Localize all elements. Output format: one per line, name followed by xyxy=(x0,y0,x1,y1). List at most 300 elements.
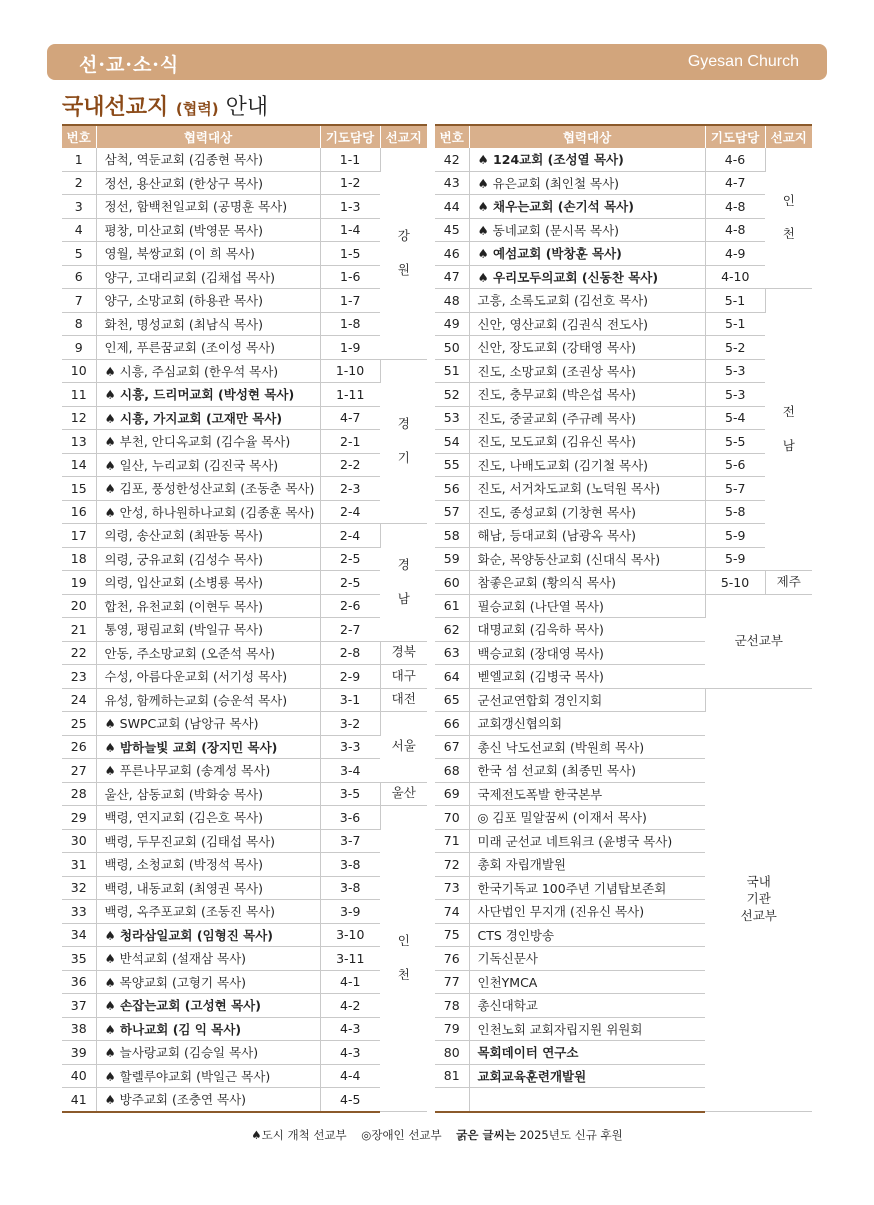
prayer-code: 2-1 xyxy=(320,430,380,454)
section-banner xyxy=(47,44,827,80)
mission-region: 강 원 xyxy=(380,148,427,359)
table-body-left xyxy=(62,148,427,1112)
partner-name: 목회데이터 연구소 xyxy=(469,1041,705,1065)
partner-name: 참좋은교회 (황의식 목사) xyxy=(469,571,705,595)
prayer-code: 2-5 xyxy=(320,547,380,571)
row-number: 80 xyxy=(435,1041,469,1065)
table-row xyxy=(435,148,812,171)
partner-name: 백령, 내동교회 (최영권 목사) xyxy=(96,876,320,900)
partner-name: 진도, 중굴교회 (주규례 목사) xyxy=(469,406,705,430)
prayer-code: 4-7 xyxy=(705,171,765,195)
table-row xyxy=(435,242,812,266)
row-number: 10 xyxy=(62,359,96,383)
row-number: 14 xyxy=(62,453,96,477)
row-number: 35 xyxy=(62,947,96,971)
partner-name: 백승교회 (장대영 목사) xyxy=(469,641,705,665)
partner-name: ◎ 김포 밀알꿈씨 (이재서 목사) xyxy=(469,806,705,830)
table-row xyxy=(62,171,427,195)
partner-name: 화천, 명성교회 (최남식 목사) xyxy=(96,312,320,336)
row-number: 15 xyxy=(62,477,96,501)
table-row xyxy=(62,524,427,548)
prayer-code: 3-10 xyxy=(320,923,380,947)
partner-name: 사단법인 무지개 (진유신 목사) xyxy=(469,900,705,924)
partner-name: 진도, 모도교회 (김유신 목사) xyxy=(469,430,705,454)
row-number: 46 xyxy=(435,242,469,266)
row-number: 23 xyxy=(62,665,96,689)
partner-name: 총신대학교 xyxy=(469,994,705,1018)
partner-name: 인천노회 교회자립지원 위원회 xyxy=(469,1017,705,1041)
row-number: 36 xyxy=(62,970,96,994)
row-number: 13 xyxy=(62,430,96,454)
page-title xyxy=(62,90,268,121)
row-number: 29 xyxy=(62,806,96,830)
partner-name: 고흥, 소록도교회 (김선호 목사) xyxy=(469,289,705,313)
partner-name: ♠ 일산, 누리교회 (김진국 목사) xyxy=(96,453,320,477)
row-number: 24 xyxy=(62,688,96,712)
prayer-code: 3-2 xyxy=(320,712,380,736)
partner-name: 총신 낙도선교회 (박원희 목사) xyxy=(469,735,705,759)
partner-name: 진도, 종성교회 (기창현 목사) xyxy=(469,500,705,524)
mission-region: 대전 xyxy=(380,688,427,712)
partner-name: 대명교회 (김욱하 목사) xyxy=(469,618,705,642)
partner-name: 의령, 궁유교회 (김성수 목사) xyxy=(96,547,320,571)
legend-urban: ♠도시 개척 선교부 xyxy=(251,1128,347,1142)
row-number: 67 xyxy=(435,735,469,759)
row-number: 47 xyxy=(435,265,469,289)
partner-name xyxy=(469,1088,705,1112)
table-row xyxy=(62,994,427,1018)
row-number: 61 xyxy=(435,594,469,618)
partner-name: ♠ 우리모두의교회 (신동찬 목사) xyxy=(469,265,705,289)
partner-name: 백령, 옥주포교회 (조동진 목사) xyxy=(96,900,320,924)
prayer-code: 5-2 xyxy=(705,336,765,360)
prayer-code: 5-1 xyxy=(705,312,765,336)
table-row xyxy=(62,900,427,924)
table-row xyxy=(62,547,427,571)
mission-region: 대구 xyxy=(380,665,427,689)
partner-name: 평창, 미산교회 (박영문 목사) xyxy=(96,218,320,242)
partner-name: ♠ 청라삼일교회 (임형진 목사) xyxy=(96,923,320,947)
prayer-code: 4-9 xyxy=(705,242,765,266)
table-row xyxy=(62,1041,427,1065)
row-number: 55 xyxy=(435,453,469,477)
partner-name: ♠ 부천, 안디옥교회 (김수율 목사) xyxy=(96,430,320,454)
partner-name: 안동, 주소망교회 (오준석 목사) xyxy=(96,641,320,665)
prayer-code: 1-1 xyxy=(320,148,380,171)
prayer-code: 1-6 xyxy=(320,265,380,289)
row-number: 77 xyxy=(435,970,469,994)
row-number: 28 xyxy=(62,782,96,806)
row-number: 79 xyxy=(435,1017,469,1041)
partner-name: 교회교육훈련개발원 xyxy=(469,1064,705,1088)
prayer-code: 5-5 xyxy=(705,430,765,454)
prayer-code: 2-4 xyxy=(320,524,380,548)
partner-name: 백령, 소청교회 (박정석 목사) xyxy=(96,853,320,877)
partner-name: 진도, 서거차도교회 (노덕원 목사) xyxy=(469,477,705,501)
row-number: 52 xyxy=(435,383,469,407)
partner-name: 진도, 나배도교회 (김기철 목사) xyxy=(469,453,705,477)
table-row xyxy=(62,1088,427,1112)
table-row xyxy=(62,148,427,171)
table-row xyxy=(435,430,812,454)
row-number: 56 xyxy=(435,477,469,501)
partner-name: 필승교회 (나단열 목사) xyxy=(469,594,705,618)
partner-name: 정선, 용산교회 (한상구 목사) xyxy=(96,171,320,195)
prayer-code: 2-3 xyxy=(320,477,380,501)
col-num: 번호 xyxy=(435,126,469,148)
prayer-code: 4-6 xyxy=(705,148,765,171)
partner-name: 군선교연합회 경인지회 xyxy=(469,688,705,712)
legend-bold-label: 굵은 글씨는 xyxy=(456,1128,516,1142)
table-row xyxy=(62,500,427,524)
table-row xyxy=(435,336,812,360)
col-prayer: 기도담당 xyxy=(320,126,380,148)
mission-region: 인 천 xyxy=(765,148,812,289)
row-number: 26 xyxy=(62,735,96,759)
row-number: 62 xyxy=(435,618,469,642)
partner-name: 해남, 등대교회 (남광옥 목사) xyxy=(469,524,705,548)
partner-name: 의령, 입산교회 (소병룡 목사) xyxy=(96,571,320,595)
row-number: 27 xyxy=(62,759,96,783)
legend-disabled: ◎장애인 선교부 xyxy=(361,1128,442,1142)
row-number: 7 xyxy=(62,289,96,313)
partner-name: ♠ 시흥, 드리머교회 (박성현 목사) xyxy=(96,383,320,407)
partner-name: ♠ 하나교회 (김 익 목사) xyxy=(96,1017,320,1041)
partner-name: ♠ 손잡는교회 (고성현 목사) xyxy=(96,994,320,1018)
row-number: 5 xyxy=(62,242,96,266)
partner-name: 국제전도폭발 한국본부 xyxy=(469,782,705,806)
prayer-code: 5-1 xyxy=(705,289,765,313)
row-number xyxy=(435,1088,469,1112)
row-number: 41 xyxy=(62,1088,96,1112)
prayer-code: 4-10 xyxy=(705,265,765,289)
table-row xyxy=(435,547,812,571)
partner-name: 한국기독교 100주년 기념탑보존회 xyxy=(469,876,705,900)
table-row xyxy=(62,1064,427,1088)
mission-region: 경북 xyxy=(380,641,427,665)
table-row xyxy=(435,688,812,712)
row-number: 17 xyxy=(62,524,96,548)
prayer-code: 5-8 xyxy=(705,500,765,524)
row-number: 63 xyxy=(435,641,469,665)
prayer-code: 3-7 xyxy=(320,829,380,853)
table-row xyxy=(435,500,812,524)
partner-name: 인천YMCA xyxy=(469,970,705,994)
table-row xyxy=(62,289,427,313)
table-row xyxy=(62,688,427,712)
prayer-code: 5-4 xyxy=(705,406,765,430)
partner-name: 정선, 함백천일교회 (공명훈 목사) xyxy=(96,195,320,219)
row-number: 33 xyxy=(62,900,96,924)
partner-name: 벧엘교회 (김병국 목사) xyxy=(469,665,705,689)
partner-name: ♠ 반석교회 (설재삼 목사) xyxy=(96,947,320,971)
mission-region: 경 남 xyxy=(380,524,427,642)
col-num: 번호 xyxy=(62,126,96,148)
row-number: 9 xyxy=(62,336,96,360)
partner-name: 진도, 소망교회 (조권상 목사) xyxy=(469,359,705,383)
row-number: 71 xyxy=(435,829,469,853)
prayer-code: 5-9 xyxy=(705,524,765,548)
row-number: 45 xyxy=(435,218,469,242)
col-mission: 선교지 xyxy=(380,126,427,148)
row-number: 60 xyxy=(435,571,469,595)
row-number: 22 xyxy=(62,641,96,665)
row-number: 65 xyxy=(435,688,469,712)
prayer-code: 1-7 xyxy=(320,289,380,313)
prayer-code: 5-6 xyxy=(705,453,765,477)
row-number: 2 xyxy=(62,171,96,195)
partner-name: 신안, 장도교회 (강태영 목사) xyxy=(469,336,705,360)
prayer-code: 1-9 xyxy=(320,336,380,360)
table-row xyxy=(435,524,812,548)
prayer-code: 4-5 xyxy=(320,1088,380,1112)
prayer-code: 3-11 xyxy=(320,947,380,971)
prayer-code: 3-5 xyxy=(320,782,380,806)
table-row xyxy=(62,312,427,336)
row-number: 38 xyxy=(62,1017,96,1041)
row-number: 58 xyxy=(435,524,469,548)
table-row xyxy=(62,242,427,266)
prayer-code: 2-6 xyxy=(320,594,380,618)
row-number: 32 xyxy=(62,876,96,900)
row-number: 31 xyxy=(62,853,96,877)
mission-region: 경 기 xyxy=(380,359,427,524)
row-number: 68 xyxy=(435,759,469,783)
partner-name: 미래 군선교 네트워크 (윤병국 목사) xyxy=(469,829,705,853)
col-prayer: 기도담당 xyxy=(705,126,765,148)
partner-name: CTS 경인방송 xyxy=(469,923,705,947)
table-row xyxy=(62,265,427,289)
partner-name: 신안, 영산교회 (김권식 전도사) xyxy=(469,312,705,336)
prayer-code: 4-1 xyxy=(320,970,380,994)
partner-name: ♠ 동네교회 (문시목 목사) xyxy=(469,218,705,242)
prayer-code: 1-10 xyxy=(320,359,380,383)
table-row xyxy=(435,594,812,618)
row-number: 37 xyxy=(62,994,96,1018)
table-row xyxy=(62,641,427,665)
prayer-code: 1-5 xyxy=(320,242,380,266)
mission-group: 군선교부 xyxy=(705,594,812,688)
row-number: 57 xyxy=(435,500,469,524)
partner-name: ♠ 124교회 (조성열 목사) xyxy=(469,148,705,171)
row-number: 11 xyxy=(62,383,96,407)
mission-region: 울산 xyxy=(380,782,427,806)
prayer-code: 5-7 xyxy=(705,477,765,501)
row-number: 44 xyxy=(435,195,469,219)
row-number: 49 xyxy=(435,312,469,336)
partner-name: ♠ 안성, 하나원하나교회 (김종훈 목사) xyxy=(96,500,320,524)
table-row xyxy=(62,359,427,383)
prayer-code: 1-4 xyxy=(320,218,380,242)
prayer-code: 1-11 xyxy=(320,383,380,407)
table-row xyxy=(435,477,812,501)
row-number: 73 xyxy=(435,876,469,900)
row-number: 76 xyxy=(435,947,469,971)
row-number: 54 xyxy=(435,430,469,454)
partner-name: 의령, 송산교회 (최판동 목사) xyxy=(96,524,320,548)
table-row xyxy=(62,453,427,477)
mission-region: 전 남 xyxy=(765,289,812,571)
row-number: 4 xyxy=(62,218,96,242)
prayer-code: 5-3 xyxy=(705,383,765,407)
table-row xyxy=(62,594,427,618)
row-number: 64 xyxy=(435,665,469,689)
table-row xyxy=(435,312,812,336)
partner-name: 유성, 함께하는교회 (승운석 목사) xyxy=(96,688,320,712)
partner-name: 진도, 충무교회 (박은섭 목사) xyxy=(469,383,705,407)
table-row xyxy=(435,195,812,219)
row-number: 12 xyxy=(62,406,96,430)
banner-title: 선·교·소·식 xyxy=(79,54,180,76)
prayer-code: 1-2 xyxy=(320,171,380,195)
row-number: 81 xyxy=(435,1064,469,1088)
mission-region: 인 천 xyxy=(380,806,427,1112)
table-row xyxy=(62,735,427,759)
row-number: 30 xyxy=(62,829,96,853)
col-mission: 선교지 xyxy=(765,126,812,148)
partner-name: 울산, 삼동교회 (박화숭 목사) xyxy=(96,782,320,806)
prayer-code: 1-3 xyxy=(320,195,380,219)
table-row xyxy=(62,383,427,407)
prayer-code: 3-8 xyxy=(320,876,380,900)
row-number: 39 xyxy=(62,1041,96,1065)
partner-name: 기독신문사 xyxy=(469,947,705,971)
prayer-code: 4-4 xyxy=(320,1064,380,1088)
table-row xyxy=(435,571,812,595)
prayer-code: 2-8 xyxy=(320,641,380,665)
partner-name: ♠ 목양교회 (고형기 목사) xyxy=(96,970,320,994)
partner-name: 영월, 북쌍교회 (이 희 목사) xyxy=(96,242,320,266)
prayer-code: 4-3 xyxy=(320,1017,380,1041)
row-number: 53 xyxy=(435,406,469,430)
row-number: 75 xyxy=(435,923,469,947)
prayer-code: 3-6 xyxy=(320,806,380,830)
prayer-code: 3-4 xyxy=(320,759,380,783)
table-row xyxy=(62,336,427,360)
table-row xyxy=(62,876,427,900)
table-row xyxy=(62,970,427,994)
partner-name: 총회 자립개발원 xyxy=(469,853,705,877)
title-tail: 안내 xyxy=(218,95,269,120)
prayer-code: 2-5 xyxy=(320,571,380,595)
table-row xyxy=(62,759,427,783)
prayer-code: 4-2 xyxy=(320,994,380,1018)
prayer-code: 3-9 xyxy=(320,900,380,924)
table-row xyxy=(435,406,812,430)
table-row xyxy=(62,712,427,736)
title-paren: (협력) xyxy=(175,100,219,118)
prayer-code: 4-8 xyxy=(705,195,765,219)
partner-name: 백령, 연지교회 (김은호 목사) xyxy=(96,806,320,830)
partner-name: 화순, 목양동산교회 (신대식 목사) xyxy=(469,547,705,571)
title-main: 국내선교지 xyxy=(62,95,176,120)
table-row xyxy=(435,171,812,195)
table-row xyxy=(435,265,812,289)
legend-new-support: 2025년도 신규 후원 xyxy=(515,1128,623,1142)
legend-footer xyxy=(0,1127,874,1143)
row-number: 70 xyxy=(435,806,469,830)
partner-name: 삼척, 역둔교회 (김종현 목사) xyxy=(96,148,320,171)
table-row xyxy=(435,359,812,383)
row-number: 19 xyxy=(62,571,96,595)
partner-name: 합천, 유천교회 (이현두 목사) xyxy=(96,594,320,618)
row-number: 16 xyxy=(62,500,96,524)
prayer-code: 2-2 xyxy=(320,453,380,477)
partner-name: ♠ 밤하늘빛 교회 (장지민 목사) xyxy=(96,735,320,759)
prayer-code: 1-8 xyxy=(320,312,380,336)
row-number: 72 xyxy=(435,853,469,877)
col-target: 협력대상 xyxy=(469,126,705,148)
row-number: 66 xyxy=(435,712,469,736)
prayer-code: 5-9 xyxy=(705,547,765,571)
mission-region: 제주 xyxy=(765,571,812,595)
row-number: 40 xyxy=(62,1064,96,1088)
row-number: 59 xyxy=(435,547,469,571)
row-number: 43 xyxy=(435,171,469,195)
row-number: 8 xyxy=(62,312,96,336)
table-row xyxy=(62,477,427,501)
partner-name: 통영, 평림교회 (박일규 목사) xyxy=(96,618,320,642)
prayer-code: 5-3 xyxy=(705,359,765,383)
table-row xyxy=(435,383,812,407)
partner-name: ♠ 늘사랑교회 (김승일 목사) xyxy=(96,1041,320,1065)
partner-name: ♠ 방주교회 (조충연 목사) xyxy=(96,1088,320,1112)
table-row xyxy=(62,947,427,971)
table-row xyxy=(62,195,427,219)
table-row xyxy=(62,923,427,947)
prayer-code: 2-9 xyxy=(320,665,380,689)
partner-name: ♠ 김포, 풍성한성산교회 (조동춘 목사) xyxy=(96,477,320,501)
partner-name: 양구, 고대리교회 (김채섭 목사) xyxy=(96,265,320,289)
row-number: 1 xyxy=(62,148,96,171)
mission-group: 국내 기관 선교부 xyxy=(705,688,812,1112)
table-header-row xyxy=(435,126,812,148)
table-row xyxy=(62,618,427,642)
table-row xyxy=(435,289,812,313)
prayer-code: 3-3 xyxy=(320,735,380,759)
row-number: 42 xyxy=(435,148,469,171)
row-number: 51 xyxy=(435,359,469,383)
mission-table-right xyxy=(435,126,812,1113)
table-header-row xyxy=(62,126,427,148)
table-row xyxy=(62,806,427,830)
table-row xyxy=(62,406,427,430)
mission-region: 서울 xyxy=(380,712,427,783)
partner-name: 수성, 아름다운교회 (서기성 목사) xyxy=(96,665,320,689)
prayer-code: 3-8 xyxy=(320,853,380,877)
row-number: 34 xyxy=(62,923,96,947)
row-number: 48 xyxy=(435,289,469,313)
partner-name: 인제, 푸른꿈교회 (조이성 목사) xyxy=(96,336,320,360)
table-row xyxy=(62,782,427,806)
row-number: 78 xyxy=(435,994,469,1018)
mission-table-left xyxy=(62,126,427,1113)
table-body-right xyxy=(435,148,812,1112)
row-number: 21 xyxy=(62,618,96,642)
partner-name: ♠ SWPC교회 (남앙규 목사) xyxy=(96,712,320,736)
prayer-code: 3-1 xyxy=(320,688,380,712)
partner-name: 양구, 소망교회 (하용관 목사) xyxy=(96,289,320,313)
row-number: 69 xyxy=(435,782,469,806)
table-row xyxy=(62,1017,427,1041)
table-row xyxy=(62,853,427,877)
table-row xyxy=(62,218,427,242)
row-number: 3 xyxy=(62,195,96,219)
col-target: 협력대상 xyxy=(96,126,320,148)
row-number: 74 xyxy=(435,900,469,924)
table-row xyxy=(62,430,427,454)
church-name: Gyesan Church xyxy=(687,53,799,70)
